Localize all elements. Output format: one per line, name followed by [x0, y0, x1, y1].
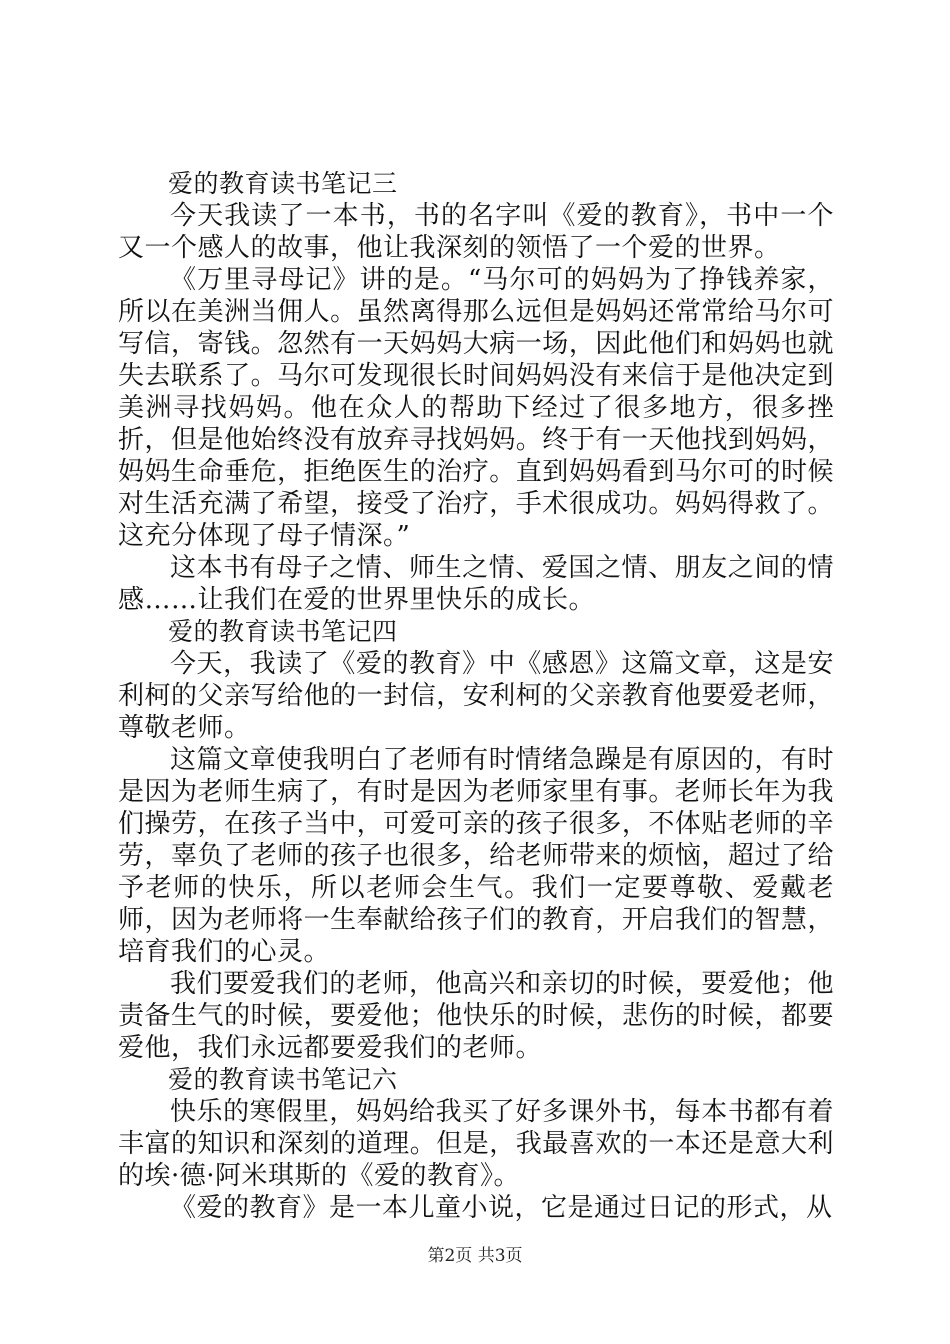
- paragraph: 这本书有母子之情、师生之情、爱国之情、朋友之间的情感……让我们在爱的世界里快乐的成长。: [118, 553, 834, 615]
- section-heading-3: 爱的教育读书笔记三: [168, 169, 398, 198]
- document-body: [118, 168, 834, 1224]
- paragraph: 《爱的教育》是一本儿童小说，它是通过日记的形式，从: [170, 1193, 833, 1223]
- page-number-footer: 第2页 共3页: [427, 1246, 523, 1266]
- paragraph: 今天，我读了《爱的教育》中《感恩》这篇文章，这是安利柯的父亲写给他的一封信，安利柯的父亲教育他要爱老师，尊敬老师。: [118, 649, 834, 743]
- section-heading-6: 爱的教育读书笔记六: [168, 1065, 398, 1094]
- paragraph: 我们要爱我们的老师，他高兴和亲切的时候，要爱他；他责备生气的时候，要爱他；他快乐的时候，悲伤的时候，都要爱他，我们永远都要爱我们的老师。: [118, 969, 834, 1063]
- paragraph: 这篇文章使我明白了老师有时情绪急躁是有原因的，有时是因为老师生病了，有时是因为老师家里有事。老师长年为我们操劳，在孩子当中，可爱可亲的孩子很多，不体贴老师的辛劳，辜负了老师的孩子也很多，给老师带来的烦恼，超过了给予老师的快乐，所以老师会生气。我们一定要尊敬、爱戴老师，因为老师将一生奉献给孩子们的教育，开启我们的智慧，培育我们的心灵。: [118, 745, 834, 967]
- paragraph: 今天我读了一本书，书的名字叫《爱的教育》，书中一个又一个感人的故事，他让我深刻的领悟了一个爱的世界。: [118, 201, 834, 263]
- paragraph: 快乐的寒假里，妈妈给我买了好多课外书，每本书都有着丰富的知识和深刻的道理。但是，我最喜欢的一本还是意大利的埃·德·阿米琪斯的《爱的教育》。: [118, 1097, 834, 1191]
- paragraph: 《万里寻母记》讲的是。“马尔可的妈妈为了挣钱养家，所以在美洲当佣人。虽然离得那么远但是妈妈还常常给马尔可写信，寄钱。忽然有一天妈妈大病一场，因此他们和妈妈也就失去联系了。马尔可发现很长时间妈妈没有来信于是他决定到美洲寻找妈妈。他在众人的帮助下经过了很多地方，很多挫折，但是他始终没有放弃寻找妈妈。终于有一天他找到妈妈，妈妈生命垂危，拒绝医生的治疗。直到妈妈看到马尔可的时候对生活充满了希望，接受了治疗，手术很成功。妈妈得救了。这充分体现了母子情深。”: [118, 265, 834, 551]
- section-heading-4: 爱的教育读书笔记四: [168, 617, 398, 646]
